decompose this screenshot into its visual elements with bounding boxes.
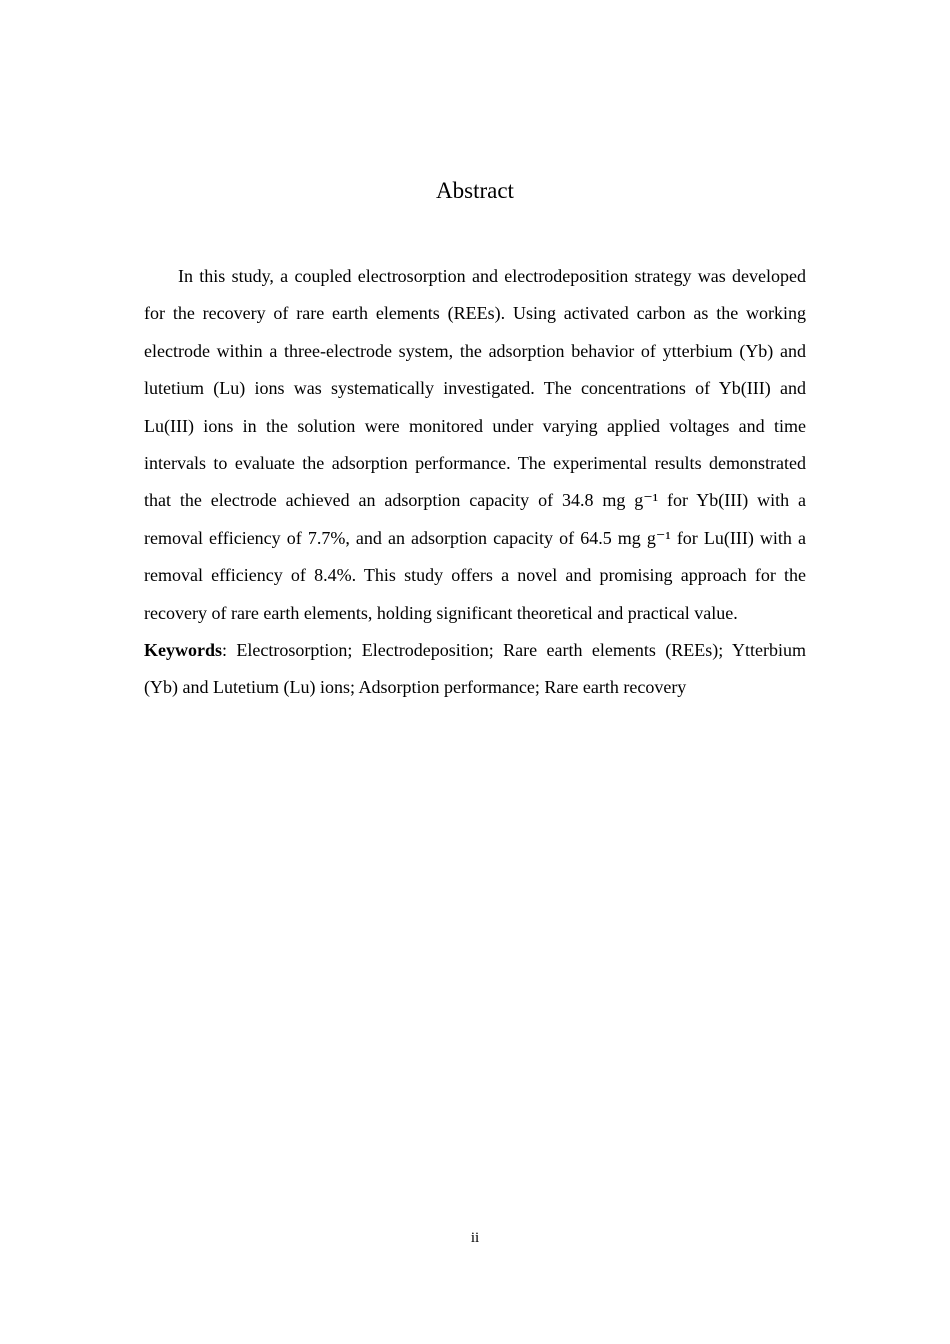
abstract-body xyxy=(144,258,806,707)
keywords-separator: : xyxy=(222,640,237,661)
abstract-paragraph: In this study, a coupled electrosorption and electrodeposition strategy was developed for the recovery of rare earth elements (REEs). Using activated carbon as the working electrode within a three-electrode system, the adsorption behavior of ytterbium (Yb) and lutetium (Lu) ions was systematically investigated. The concentrations of Yb(III) and Lu(III) ions in the solution were monitored under varying applied voltages and time intervals to evaluate the adsorption performance. The experimental results demonstrated that the electrode achieved an adsorption capacity of 34.8 mg g⁻¹ for Yb(III) with a removal efficiency of 7.7%, and an adsorption capacity of 64.5 mg g⁻¹ for Lu(III) with a removal efficiency of 8.4%. This study offers a novel and promising approach for the recovery of rare earth elements, holding significant theoretical and practical value. xyxy=(144,266,806,623)
keywords-label: Keywords xyxy=(144,640,222,661)
page-number: ii xyxy=(470,1230,480,1246)
abstract-title: Abstract xyxy=(436,178,514,203)
keywords-paragraph xyxy=(144,632,806,707)
keywords-list: Electrosorption; Electrodeposition; Rare earth elements (REEs); Ytterbium (Yb) and Lutetium (Lu) ions; Adsorption performance; Rare earth recovery xyxy=(144,640,806,698)
